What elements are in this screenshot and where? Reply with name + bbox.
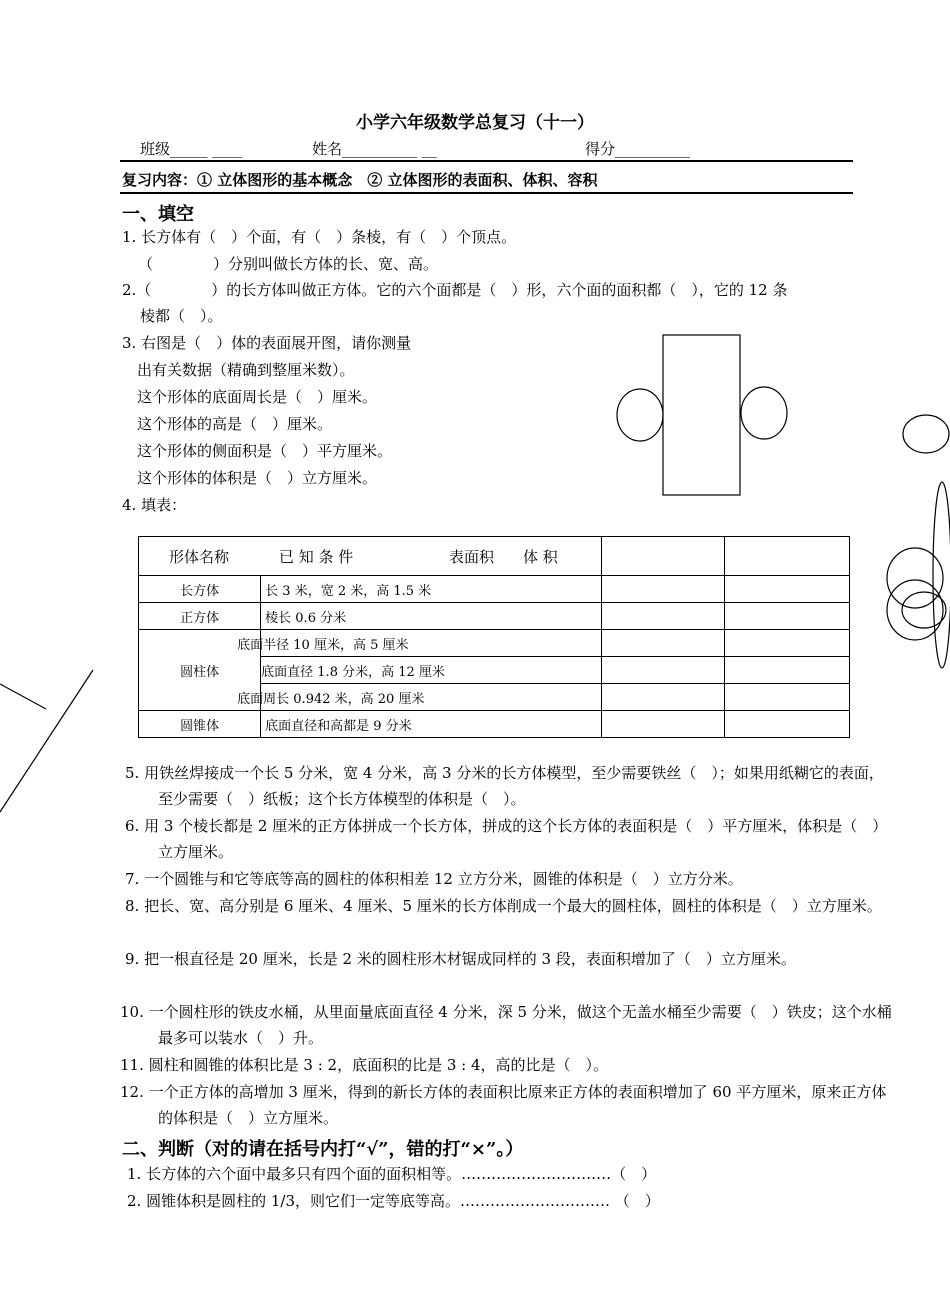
answer-cell[interactable]: [724, 630, 849, 657]
q3-line6: 这个形体的体积是（ ）立方厘米。: [137, 469, 378, 487]
condition-cell: 棱长 0.6 分米: [261, 603, 601, 630]
q3-line3: 这个形体的底面周长是（ ）厘米。: [137, 388, 378, 406]
table-header-cell: [139, 537, 602, 576]
answer-cell[interactable]: [601, 684, 724, 711]
name-label: 姓名: [312, 140, 343, 158]
score-blank: __________: [615, 140, 691, 158]
question-9: 9. 把一根直径是 20 厘米，长是 2 米的圆柱形木材锯成同样的 3 段，表面积增加了（ ）立方厘米。: [125, 950, 796, 968]
margin-circle-1: [887, 548, 943, 608]
review-content: 复习内容：① 立体图形的基本概念 ② 立体图形的表面积、体积、容积: [122, 171, 598, 189]
net-right-base-circle: [741, 387, 787, 439]
table-cell[interactable]: [724, 537, 849, 576]
shape-cell: 长方体: [139, 576, 261, 603]
q1-line1: 1. 长方体有（ ）个面，有（ ）条棱，有（ ）个顶点。: [122, 228, 517, 246]
shape-cell: 圆柱体: [139, 630, 261, 711]
q3-line5: 这个形体的侧面积是（ ）平方厘米。: [137, 442, 393, 460]
page-title: 小学六年级数学总复习（十一）: [356, 113, 594, 133]
shape-cell: 圆锥体: [139, 711, 261, 738]
condition-cell: 底面直径和高都是 9 分米: [261, 711, 601, 738]
header-cond: 已 知 条 件: [279, 547, 354, 566]
answer-cell[interactable]: [601, 657, 724, 684]
answer-cell[interactable]: [601, 630, 724, 657]
question-5: 5. 用铁丝焊接成一个长 5 分米，宽 4 分米，高 3 分米的长方体模型，至少需要铁丝（ ）；如果用纸糊它的表面，至少需要（ ）纸板；这个长方体模型的体积是（ ）。: [125, 764, 884, 808]
margin-line-1: [0, 684, 46, 709]
q1-line2: （ ）分别叫做长方体的长、宽、高。: [138, 255, 439, 273]
q3-line2: 出有关数据（精确到整厘米数）。: [137, 361, 355, 379]
cylinder-net-figure: [617, 335, 787, 495]
answer-cell[interactable]: [601, 576, 724, 603]
condition-cell: 长 3 米，宽 2 米，高 1.5 米: [261, 576, 601, 603]
table-cell[interactable]: [601, 537, 724, 576]
answer-cell[interactable]: [601, 711, 724, 738]
question-8: 8. 把长、宽、高分别是 6 厘米、4 厘米、5 厘米的长方体削成一个最大的圆柱体，圆柱的体积是（ ）立方厘米。: [125, 897, 882, 915]
q4-label: 4. 填表：: [122, 496, 187, 514]
header-volume: 体 积: [523, 547, 558, 566]
question-11: 11. 圆柱和圆锥的体积比是 3 : 2，底面积的比是 3 : 4，高的比是（ ）。: [120, 1056, 609, 1074]
section-fill-in: 一、填空: [122, 204, 194, 225]
q3-line4: 这个形体的高是（ ）厘米。: [137, 415, 333, 433]
question-6: 6. 用 3 个棱长都是 2 厘米的正方体拼成一个长方体，拼成的这个长方体的表面积是（ ）平方厘米，体积是（ ）立方厘米。: [125, 817, 888, 861]
margin-circle-2: [887, 580, 943, 640]
net-left-base-circle: [617, 389, 663, 441]
condition-cell: 底面半径 10 厘米，高 5 厘米: [237, 630, 577, 657]
question-7: 7. 一个圆锥与和它等底等高的圆柱的体积相差 12 立方分米，圆锥的体积是（ ）立方分米。: [125, 870, 743, 888]
answer-cell[interactable]: [724, 576, 849, 603]
score-label: 得分: [585, 140, 616, 158]
table-row: [139, 630, 850, 657]
class-label: 班级: [140, 140, 171, 158]
question-12: 12. 一个正方体的高增加 3 厘米，得到的新长方体的表面积比原来正方体的表面积增加了 60 平方厘米，原来正方体的体积是（ ）立方厘米。: [120, 1083, 887, 1127]
answer-cell[interactable]: [724, 603, 849, 630]
condition-cell: 底面周长 0.942 米，高 20 厘米: [237, 684, 577, 711]
answer-cell[interactable]: [724, 711, 849, 738]
net-lateral-rectangle: [663, 335, 740, 495]
answer-cell[interactable]: [724, 684, 849, 711]
class-blank: _____ ____: [170, 140, 243, 158]
answer-cell[interactable]: [601, 603, 724, 630]
fill-table: [138, 536, 850, 738]
name-blank: __________ __: [342, 140, 437, 158]
table-row: [139, 576, 850, 603]
condition-cell: 底面直径 1.8 分米，高 12 厘米: [261, 657, 601, 684]
q2-line1: 2.（ ）的长方体叫做正方体。它的六个面都是（ ）形，六个面的面积都（ ），它的 12 条: [122, 281, 788, 299]
q3-line1: 3. 右图是（ ）体的表面展开图，请你测量: [122, 334, 412, 352]
table-row: [139, 603, 850, 630]
q2-line2: 棱都（ ）。: [140, 307, 223, 325]
header-area: 表面积: [449, 547, 495, 566]
judge-1: 1. 长方体的六个面中最多只有四个面的面积相等。…………………………（ ）: [127, 1165, 657, 1183]
table-row: [139, 711, 850, 738]
margin-ellipse: [903, 415, 949, 453]
table-header-row: [139, 537, 850, 576]
header-shape: 形体名称: [168, 547, 229, 566]
margin-circle-3: [902, 592, 946, 628]
table-row: [139, 684, 850, 711]
shape-cell: 正方体: [139, 603, 261, 630]
judge-2: 2. 圆锥体积是圆柱的 1/3，则它们一定等底等高。………………………… （ ）: [127, 1192, 660, 1210]
section-true-false: 二、判断（对的请在括号内打“√”，错的打“×”。）: [122, 1139, 524, 1160]
margin-tall-ellipse: [933, 482, 950, 668]
question-10: 10. 一个圆柱形的铁皮水桶，从里面量底面直径 4 分米，深 5 分米，做这个无盖水桶至少需要（ ）铁皮；这个水桶最多可以装水（ ）升。: [120, 1003, 892, 1047]
answer-cell[interactable]: [724, 657, 849, 684]
